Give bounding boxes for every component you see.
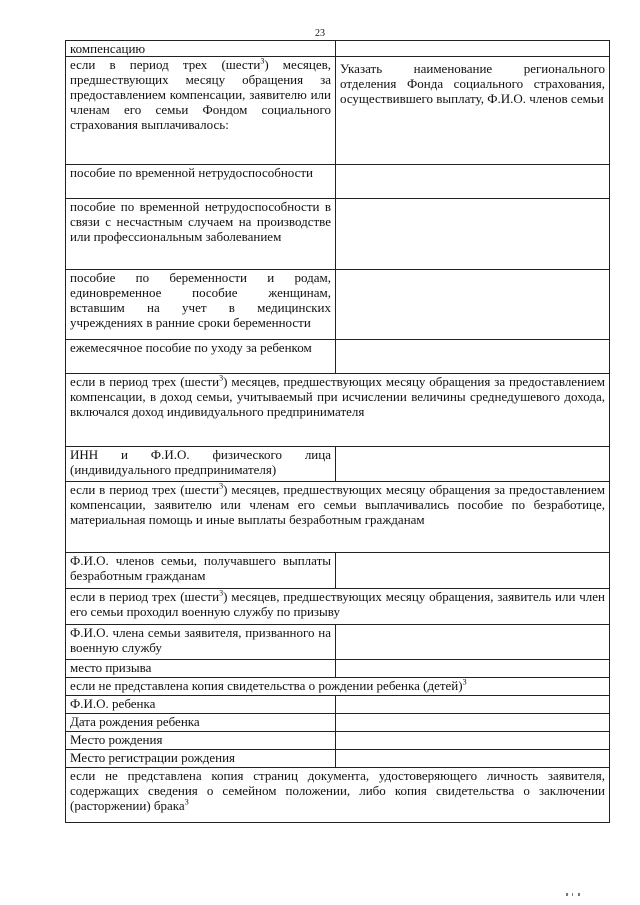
text-part: если в период трех (шести (70, 374, 220, 389)
table-row (66, 732, 610, 750)
field-value[interactable] (336, 714, 610, 732)
field-label: Ф.И.О. ребенка (66, 696, 336, 714)
table-row (66, 270, 610, 340)
table-row (66, 482, 610, 553)
table-row (66, 340, 610, 374)
page-number: 23 (315, 28, 325, 39)
field-instruction: Указать наименование регионального отделения Фонда социального страхования, осуществившего выплату, Ф.И.О. членов семьи (336, 57, 610, 165)
text-part: если в период трех (шести (70, 589, 220, 604)
field-label: ИНН и Ф.И.О. физического лица (индивидуального предпринимателя) (66, 447, 336, 482)
table-row (66, 660, 610, 678)
table-row (66, 678, 610, 696)
footnote-ref: 3 (219, 588, 224, 598)
text-part: если в период трех (шести (70, 482, 220, 497)
field-value[interactable] (336, 270, 610, 340)
field-value[interactable] (336, 553, 610, 589)
section-header (66, 589, 610, 625)
table-row (66, 589, 610, 625)
text-part: ) месяцев, предшествующих месяцу обращения за предоставлением компенсации, заявителю или членам его семьи Фондом социального страхования выплачивалось: (70, 57, 331, 132)
footnote-ref: 3 (260, 56, 265, 66)
text-part: если в период трех (шести (70, 57, 261, 72)
field-label: компенсацию (66, 41, 336, 57)
section-header (66, 374, 610, 447)
field-label: пособие по беременности и родам, единовременное пособие женщинам, вставшим на учет в медицинских учреждениях в ранние сроки беременности (66, 270, 336, 340)
footnote-ref: 3 (462, 677, 467, 687)
table-row (66, 199, 610, 270)
section-header (66, 678, 610, 696)
field-label: место призыва (66, 660, 336, 678)
table-row (66, 374, 610, 447)
application-form-table (65, 40, 610, 823)
field-label: Дата рождения ребенка (66, 714, 336, 732)
footnote-ref: 3 (219, 373, 224, 383)
field-value[interactable] (336, 199, 610, 270)
table-row (66, 553, 610, 589)
table-row (66, 714, 610, 732)
field-label: пособие по временной нетрудоспособности в связи с несчастным случаем на производстве или профессиональным заболеванием (66, 199, 336, 270)
footnote-ref: 3 (219, 481, 224, 491)
table-row (66, 696, 610, 714)
field-value[interactable] (336, 625, 610, 660)
table-row (66, 768, 610, 823)
scan-mark (572, 893, 573, 896)
field-label: Место регистрации рождения (66, 750, 336, 768)
field-label: Ф.И.О. членов семьи, получавшего выплаты безработным гражданам (66, 553, 336, 589)
text-part: ) месяцев, предшествующих месяцу обращения за предоставлением компенсации, заявителю или членам его семьи выплачивались пособие по безработице, материальная помощь и иные выплаты безработным гражданам (70, 482, 605, 527)
field-value[interactable] (336, 41, 610, 57)
text-part: ) месяцев, предшествующих месяцу обращения, заявитель или член его семьи проходил военную службу по призыву (70, 589, 606, 619)
field-value[interactable] (336, 165, 610, 199)
scan-mark (578, 893, 580, 896)
field-value[interactable] (336, 750, 610, 768)
text-part: ) месяцев, предшествующих месяцу обращения за предоставлением компенсации, в доход семьи, учитываемый при исчислении величины среднедушевого дохода, включался доход индивидуального предпринимателя (70, 374, 605, 419)
field-value[interactable] (336, 696, 610, 714)
table-row (66, 57, 610, 165)
table-row (66, 165, 610, 199)
table-row (66, 447, 610, 482)
text-part: если не представлена копия свидетельства о рождении ребенка (детей) (70, 678, 463, 693)
field-value[interactable] (336, 340, 610, 374)
field-value[interactable] (336, 732, 610, 750)
field-label: ежемесячное пособие по уходу за ребенком (66, 340, 336, 374)
section-header (66, 482, 610, 553)
table-row (66, 625, 610, 660)
scan-mark (566, 893, 568, 896)
table-row (66, 41, 610, 57)
field-value[interactable] (336, 447, 610, 482)
footnote-ref: 3 (184, 797, 189, 807)
text-part: если не представлена копия страниц документа, удостоверяющего личность заявителя, содержащих сведения о семейном положении, либо копия свидетельства о заключении (расторжении) брака (70, 768, 605, 813)
field-label: Ф.И.О. члена семьи заявителя, призванного на военную службу (66, 625, 336, 660)
field-value[interactable] (336, 660, 610, 678)
table-row (66, 750, 610, 768)
field-label: Место рождения (66, 732, 336, 750)
section-header (66, 768, 610, 823)
field-label (66, 57, 336, 165)
field-label: пособие по временной нетрудоспособности (66, 165, 336, 199)
